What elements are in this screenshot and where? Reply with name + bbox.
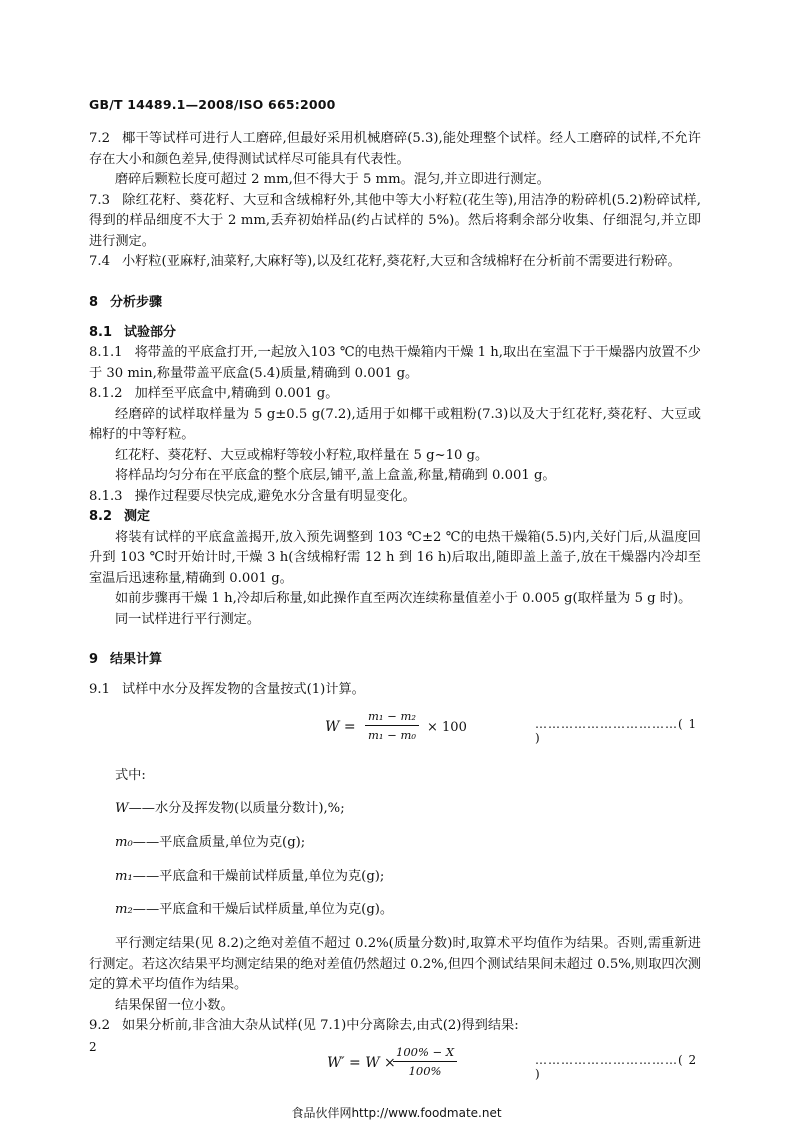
clause-text: 除红花籽、葵花籽、大豆和含绒棉籽外,其他中等大小籽粒(花生等),用洁净的粉碎机(5.2)粉碎试样,得到的样品细度不大于 2 mm,丢弃初始样品(约占试样的 5%)。然后将剩余部分收集、仔细混匀,并立即进行测定。 [89,192,701,249]
paragraph: 经磨碎的试样取样量为 5 g±0.5 g(7.2),适用于如椰干或粗粉(7.3)以及大于红花籽,葵花籽、大豆或棉籽的中等籽粒。 [89,406,701,442]
clause-text: 操作过程要尽快完成,避免水分含量有明显变化。 [134,488,416,504]
variable-desc: ——平底盒和干燥前试样质量,单位为克(g); [132,868,385,884]
variable-desc: ——平底盒和干燥后试样质量,单位为克(g)。 [132,902,394,918]
section-title: 测定 [124,509,151,524]
clause-text: 椰干等试样可进行人工磨碎,但最好采用机械磨碎(5.3),能处理整个试样。经人工磨碎的试样,不允许存在大小和颜色差异,使得测试试样尽可能具有代表性。 [89,131,701,167]
paragraph: 磨碎后颗粒长度可超过 2 mm,但不得大于 5 mm。混匀,并立即进行测定。 [115,172,550,187]
clause-7-2 [89,129,701,170]
clause-number: 8.1.2 [89,386,123,401]
document-body [89,129,701,1091]
formula-multiplier: × 100 [427,719,467,735]
variable-def [115,833,701,854]
formula-2 [89,1043,701,1089]
variable-def [115,799,701,820]
clause-7-3 [89,191,701,253]
clause-9-2 [89,1016,701,1037]
formula-lhs: W = [325,718,356,735]
variable-symbol: m₀ [115,835,133,851]
section-title: 结果计算 [110,652,163,667]
variable-desc: ——水分及挥发物(以质量分数计),%; [128,801,345,817]
section-number: 8 [89,294,99,310]
section-heading-8 [89,293,701,313]
formula-leader [535,1053,701,1081]
equation-number: ( 1 ) [535,716,698,745]
clause-text: 如果分析前,非含油大杂从试样(见 7.1)中分离除去,由式(2)得到结果: [121,1018,519,1034]
section-number: 8.1 [89,324,113,340]
clause-7-4 [89,252,701,273]
clause-number: 9.1 [89,682,110,697]
standard-number: GB/T 14489.1—2008/ISO 665:2000 [89,97,336,112]
leader-dots: …………………………… [535,1052,678,1067]
variable-def [115,867,701,888]
clause-8-1-2 [89,384,701,405]
variable-symbol: W [115,801,129,817]
formula-denominator: m₁ − m₀ [368,727,416,742]
section-heading-8-1 [89,323,701,344]
section-heading-8-2 [89,507,701,528]
clause-number: 7.3 [89,192,110,208]
formula-numerator: m₁ − m₂ [365,709,419,726]
section-heading-9 [89,650,701,670]
formula-fraction [365,709,419,742]
where-label: 式中: [115,767,146,783]
clause-number: 8.1.1 [89,345,123,360]
leader-dots: …………………………… [535,716,678,731]
section-title: 分析步骤 [110,294,163,310]
clause-number: 7.2 [89,131,110,146]
formula-numerator: 100% − X [393,1045,457,1062]
clause-text: 加样至平底盒中,精确到 0.001 g。 [134,386,339,401]
formula-lhs: W′ = W × [327,1054,396,1071]
clause-text: 将带盖的平底盒打开,一起放入103 ℃的电热干燥箱内干燥 1 h,取出在室温下于干燥器内放置不少于 30 min,称量带盖平底盒(5.4)质量,精确到 0.001 g。 [89,345,701,381]
paragraph: 平行测定结果(见 8.2)之绝对差值不超过 0.2%(质量分数)时,取算术平均值作为结果。否则,需重新进行测定。若这次结果平均测定结果的绝对差值仍然超过 0.2%,但四个测试结果间未超过 0.5%,则取四次测定的算术平均值作为结果。 [89,936,701,993]
paragraph: 同一试样进行平行测定。 [115,611,261,627]
variable-symbol: m₁ [115,868,133,884]
paragraph: 红花籽、葵花籽、大豆或棉籽等较小籽粒,取样量在 5 g~10 g。 [115,447,489,463]
paragraph: 结果保留一位小数。 [115,997,234,1013]
clause-number: 9.2 [89,1018,110,1034]
clause-9-1 [89,680,701,701]
formula-denominator: 100% [408,1063,442,1078]
section-title: 试验部分 [124,324,177,340]
paragraph: 如前步骤再干燥 1 h,冷却后称量,如此操作直至两次连续称量值差小于 0.005 g(取样量为 5 g 时)。 [115,591,692,606]
footer-watermark: 食品伙伴网http://www.foodmate.net [291,1106,502,1120]
clause-8-1-1 [89,343,701,384]
clause-number: 8.1.3 [89,488,123,504]
clause-text: 小籽粒(亚麻籽,油菜籽,大麻籽等),以及红花籽,葵花籽,大豆和含绒棉籽在分析前不需要进行粉碎。 [121,254,681,269]
paragraph: 将样品均匀分布在平底盒的整个底层,铺平,盖上盒盖,称量,精确到 0.001 g。 [115,468,556,483]
paragraph: 将装有试样的平底盒盖揭开,放入预先调整到 103 ℃±2 ℃的电热干燥箱(5.5)内,关好门后,从温度回升到 103 ℃时开始计时,干燥 3 h(含绒棉籽需 12 h 到 16 h)后取出,随即盖上盖子,放在干燥器内冷却至室温后迅速称量,精确到 0.001 g。 [89,529,701,586]
formula-fraction [393,1045,457,1078]
equation-number: ( 2 ) [535,1052,698,1081]
formula-leader [535,717,701,745]
section-number: 9 [89,652,99,667]
page-number: 2 [89,1040,97,1054]
clause-number: 7.4 [89,254,110,269]
section-number: 8.2 [89,509,113,524]
formula-1 [89,707,701,753]
variable-symbol: m₂ [115,902,133,918]
variable-def [115,900,701,921]
variable-desc: ——平底盒质量,单位为克(g); [132,835,306,851]
clause-8-1-3 [89,487,701,508]
clause-text: 试样中水分及挥发物的含量按式(1)计算。 [121,682,365,697]
